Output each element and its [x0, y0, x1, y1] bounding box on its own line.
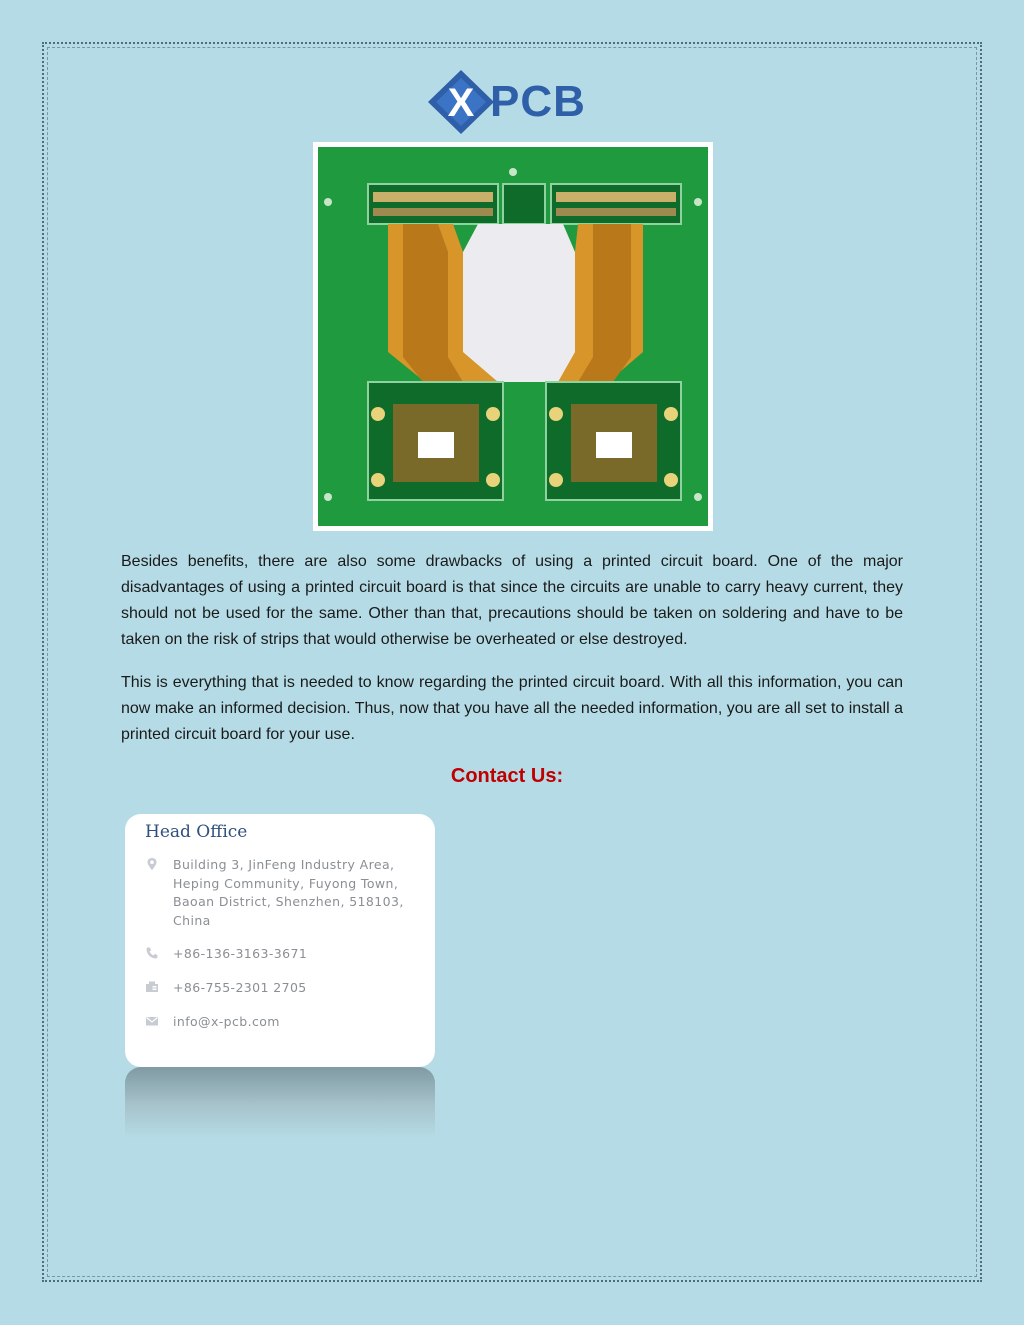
phone-row	[145, 945, 415, 965]
paragraph-drawbacks: Besides benefits, there are also some drawbacks of using a printed circuit board. One of the major disadvantages of using a printed circuit board is that since the circuits are unable to carry heavy current, they should not be used for the same. Other than that, precautions should be taken on soldering and have to be taken on the risk of strips that would otherwise be overheated or else destroyed.	[121, 553, 903, 648]
pcb-image	[313, 142, 713, 531]
article-body	[121, 549, 903, 765]
email-link[interactable]: info@x-pcb.com	[173, 1014, 280, 1029]
contact-heading: Contact Us:	[450, 765, 564, 787]
location-pin-icon	[145, 857, 159, 871]
fax-icon	[145, 980, 159, 994]
paragraph-conclusion: This is everything that is needed to know regarding the printed circuit board. With all this information, you can now make an informed decision. Thus, now that you have all the needed information, you are all set to install a printed circuit board for your use.	[121, 674, 903, 743]
email-row	[145, 1013, 415, 1033]
svg-text:X: X	[447, 81, 475, 125]
card-reflection	[125, 1067, 435, 1139]
phone-icon	[145, 946, 159, 960]
head-office-card	[125, 814, 435, 1067]
address-text: Building 3, JinFeng Industry Area, Heping Community, Fuyong Town, Baoan District, Shenzhen, 518103, China	[173, 857, 404, 928]
logo-mark-icon	[426, 68, 496, 136]
fax-row	[145, 979, 415, 999]
phone-text[interactable]: +86-136-3163-3671	[173, 946, 308, 961]
fax-text: +86-755-2301 2705	[173, 980, 307, 995]
xpcb-logo	[426, 68, 596, 136]
address-row	[145, 856, 415, 932]
mail-icon	[145, 1014, 159, 1028]
head-office-title: Head Office	[145, 822, 248, 842]
logo-text: PCB	[490, 77, 586, 126]
pcb-illustration	[313, 142, 713, 531]
